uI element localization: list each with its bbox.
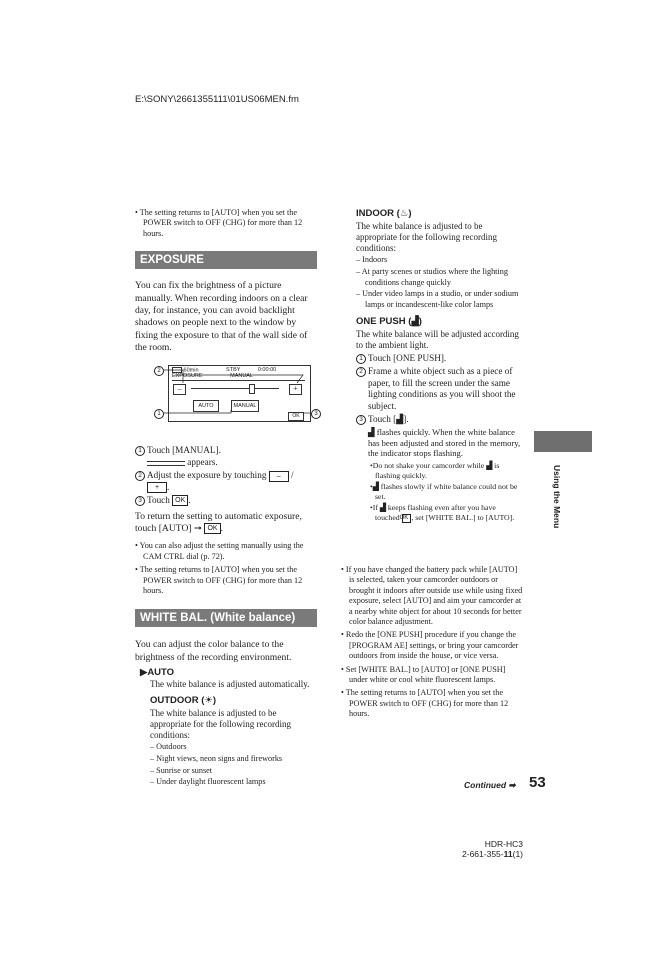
indoor-item: – At party scenes or studios where the lighting conditions change quickly <box>356 266 508 287</box>
exposure-appears-line: appears. <box>135 457 317 469</box>
file-path: E:\SONY\2661355111\01US06MEN.fm <box>135 94 299 105</box>
exposure-step-3: 3 Touch OK . <box>135 495 317 507</box>
one-push-icon: ▟ <box>368 426 375 437</box>
part-number: 2-661-355-11(1) <box>462 849 523 859</box>
bottom-note: • If you have changed the battery pack while [AUTO] is selected, taken your camcorder outdoors or brought it indoors after outside use while using fixed exposure, select [AUTO] and aim your camcorder at a nearby white object for about 10 seconds for better color balance adjustment. <box>341 565 523 627</box>
one-push-step-3: 3 Touch [▟]. <box>356 414 521 426</box>
auto-text: The white balance is adjusted automatically. <box>150 679 310 690</box>
bulb-icon: ♨ <box>399 208 409 219</box>
outdoor-text: The white balance is adjusted to be appropriate for the following recording conditions: <box>150 708 291 740</box>
flash-sub-notes <box>370 461 521 523</box>
one-push-step-2: 2 Frame a white object such as a piece of paper, to fill the screen under the same lighting conditions as you will shoot the subject. <box>356 366 521 413</box>
lcd-status-row: 60min STBY 0:00:00 <box>172 367 276 373</box>
exposure-step-2: 2 Adjust the exposure by touching – / + . <box>135 470 317 494</box>
arrow-icon: ➞ <box>193 523 203 535</box>
exposure-description: You can fix the brightness of a picture manually. When recording indoors on a clear day, for instance, you can avoid backlight shadows on people next to the window by fixing the exposure to that of the wall side of the room. <box>135 280 308 354</box>
outdoor-item: – Under daylight fluorescent lamps <box>150 777 266 787</box>
arrow-icon: ➡ <box>508 780 516 790</box>
auto-button[interactable]: AUTO <box>193 400 219 412</box>
one-push-icon: ▟ <box>486 461 493 471</box>
callout-2: 2 <box>154 366 164 376</box>
exposure-return-text: To return the setting to automatic exposure, touch [AUTO] ➞ OK . <box>135 510 302 535</box>
section-tab <box>534 431 592 452</box>
intro-note: • The setting returns to [AUTO] when you set the POWER switch to OFF (CHG) for more than 12 hours. <box>135 208 303 238</box>
minus-button[interactable]: – <box>173 384 186 395</box>
flash-description: ▟ flashes quickly. When the white balance has been adjusted and stored in the memory, the indicator stops flashing. <box>368 426 521 459</box>
outdoor-item: – Night views, neon signs and fireworks <box>150 754 283 764</box>
plus-button[interactable]: + <box>289 384 302 395</box>
page-number: 53 <box>529 774 546 791</box>
indoor-item: – Under video lamps in a studio, or under sodium lamps or incandescent-like color lamps <box>356 289 519 309</box>
white-balance-title: WHITE BAL. (White balance) <box>135 609 317 627</box>
left-column <box>135 208 317 789</box>
continued-label: Continued ➡ <box>464 780 516 790</box>
outdoor-heading: OUTDOOR (☀) <box>150 695 217 707</box>
one-push-icon: ▟ <box>379 503 386 513</box>
exposure-screen-diagram <box>135 363 317 445</box>
outdoor-item: – Sunrise or sunset <box>150 765 213 775</box>
bottom-notes <box>341 565 524 723</box>
one-push-step-1: 1 Touch [ONE PUSH]. <box>356 353 521 365</box>
manual-button[interactable]: MANUAL <box>231 400 259 412</box>
one-push-heading: ONE PUSH (▟) <box>356 316 422 328</box>
one-push-icon: ▟ <box>411 316 419 328</box>
bottom-note: • Redo the [ONE PUSH] procedure if you change the [PROGRAM AE] settings, or bring your camcorder outdoors from inside the house, or vice versa. <box>341 630 519 661</box>
exposure-note-1: • You can also adjust the setting manually using the CAM CTRL dial (p. 72). <box>135 541 304 561</box>
right-column <box>356 208 521 523</box>
sub-note: •If ▟ keeps flashing even after you have touched OK , set [WHITE BAL.] to [AUTO]. <box>370 503 515 523</box>
callout-1: 1 <box>154 409 164 419</box>
callout-lines <box>135 363 317 445</box>
one-push-text: The white balance will be adjusted according to the ambient light. <box>356 329 519 351</box>
exposure-note-2: • The setting returns to [AUTO] when you set the POWER switch to OFF (CHG) for more than 12 hours. <box>135 565 303 596</box>
sub-note: •▟ flashes slowly if white balance could not be set. <box>370 482 518 502</box>
exposure-step-1: 1 Touch [MANUAL]. <box>135 445 317 457</box>
white-balance-description: You can adjust the color balance to the brightness of the recording environment. <box>135 639 292 663</box>
exposure-title: EXPOSURE <box>135 251 317 269</box>
outdoor-item: – Outdoors <box>150 742 187 752</box>
callout-3: 3 <box>311 409 321 419</box>
bottom-note: • Set [WHITE BAL.] to [AUTO] or [ONE PUSH] under white or cool white fluorescent lamps. <box>341 664 506 685</box>
lcd-menu-row: EXPOSURE MANUAL <box>172 373 305 381</box>
model-number: HDR-HC3 <box>484 839 523 849</box>
auto-heading: ▶AUTO <box>140 667 175 679</box>
indoor-item: – Indoors <box>356 255 388 265</box>
ok-button[interactable]: OK <box>288 412 304 421</box>
bottom-note: • The setting returns to [AUTO] when you set the POWER switch to OFF (CHG) for more than 12 hours. <box>341 688 509 719</box>
sun-icon: ☀ <box>204 695 213 707</box>
slider-bar-icon <box>147 461 185 466</box>
indoor-heading: INDOOR (♨) <box>356 208 412 219</box>
section-tab-label: Using the Menu <box>552 465 562 529</box>
one-push-icon: ▟ <box>372 482 379 492</box>
triangle-marker-icon: ▶ <box>140 667 148 679</box>
one-push-icon: ▟ <box>396 413 404 424</box>
indoor-text: The white balance is adjusted to be appropriate for the following recording conditions: <box>356 221 497 253</box>
sub-note: •Do not shake your camcorder while ▟ is flashing quickly. <box>370 461 500 481</box>
